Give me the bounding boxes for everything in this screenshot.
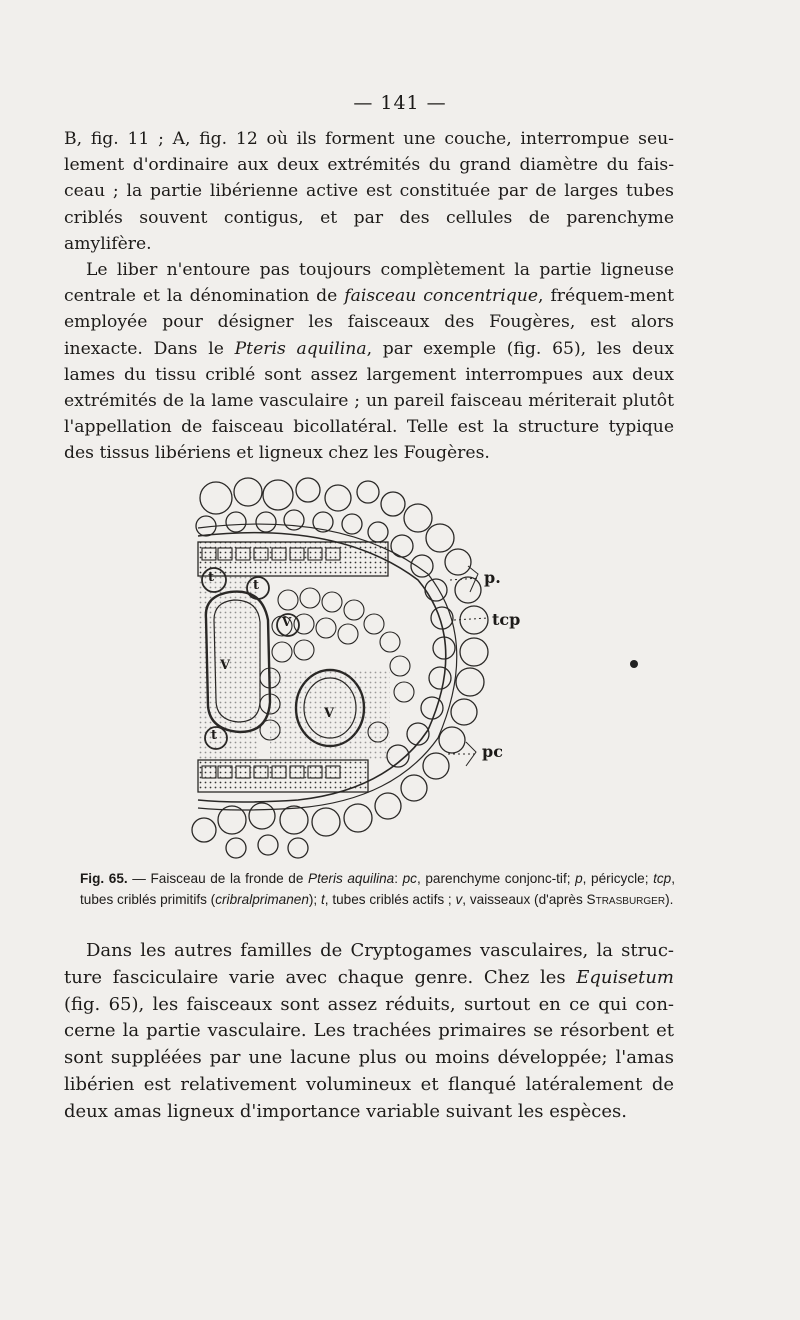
caption-cribral: cribralprimanen: [215, 892, 309, 907]
caption-abbr-pc: pc: [402, 871, 417, 886]
label-p: p.: [484, 568, 501, 587]
caption-author: Strasburger: [586, 892, 666, 907]
caption-abbr-t: t: [321, 892, 325, 907]
label-tcp: tcp: [492, 610, 521, 629]
label-v-large-left: V: [220, 658, 231, 673]
caption-text: , tubes criblés actifs ;: [324, 892, 456, 907]
paragraph-3: [64, 938, 674, 1126]
term-pteris-aquilina: Pteris aquilina: [234, 338, 367, 359]
caption-figure-number: Fig. 65.: [80, 871, 128, 886]
figure-65-illustration: [178, 470, 538, 865]
paragraph-3-text: Dans les autres familles de Cryptogames vasculaires, la struc-ture fasciculaire varie avec chaque genre. Chez les: [64, 940, 674, 988]
paragraph-1: B, fig. 11 ; A, fig. 12 où ils forment une couche, interrompue seu-lement d'ordinaire aux deux extrémités du grand diamètre du fais-ceau ; la partie libérienne active est constituée par de larges tubes criblés souvent contigus, et par des cellules de parenchyme amylifère.: [64, 129, 674, 254]
label-v-small: V: [282, 615, 292, 629]
body-text-top: [64, 126, 674, 467]
caption-text: , vaisseaux (d'après: [462, 892, 587, 907]
caption-text: — Faisceau de la fronde de: [127, 871, 309, 886]
caption-text: );: [308, 892, 321, 907]
label-v-large-center: V: [324, 706, 335, 721]
label-t-upper: t: [208, 570, 215, 585]
label-t-upper-right: t: [253, 578, 260, 593]
paragraph-2-text: , par exemple (fig. 65), les deux lames du tissu criblé sont assez largement interrompues aux deux extrémités de la lame vasculaire ; un pareil faisceau mériterait plutôt l'appellation de faisceau bicollatéral. Telle est la structure typique des tissus libériens et ligneux chez les Fougères.: [64, 338, 674, 464]
printer-dot: [630, 660, 638, 668]
label-pc: pc: [482, 742, 503, 761]
caption-text: :: [394, 871, 403, 886]
figure-caption: [80, 868, 675, 910]
caption-abbr-tcp: tcp: [653, 871, 672, 886]
caption-abbr-p: p: [575, 871, 583, 886]
body-text-bottom: [64, 938, 674, 1126]
term-equisetum: Equisetum: [576, 966, 674, 988]
caption-text: , péricycle;: [582, 871, 654, 886]
paragraph-3-text: (fig. 65), les faisceaux sont assez réduits, surtout en ce qui con-cerne la partie vasculaire. Les trachées primaires se résorbent et sont suppléées par une lacune plus ou moins développée; l'amas libérien est relativement volumineux et flanqué latéralement de deux amas ligneux d'importance variable suivant les espèces.: [64, 993, 674, 1122]
paragraph-2-text: , fréquem-ment employée pour désigner les faisceaux des Fougères, est alors inexacte. Dans le: [64, 286, 674, 359]
caption-abbr-v: v: [455, 892, 463, 907]
caption-text: , tubes criblés primitifs (: [80, 871, 675, 907]
caption-text: , parenchyme conjonc-tif;: [416, 871, 576, 886]
caption-species: Pteris aquilina: [308, 871, 395, 886]
caption-text: ).: [665, 892, 674, 907]
term-faisceau-concentrique: faisceau concentrique: [344, 286, 539, 307]
label-t-lower: t: [211, 728, 218, 743]
tissue-section-drawing: [178, 470, 538, 865]
paragraph-2: [64, 257, 674, 467]
page-number: — 141 —: [353, 92, 447, 114]
paragraph-2-text: Le liber n'entoure pas toujours complètement la partie ligneuse centrale et la dénomination de: [64, 260, 674, 307]
